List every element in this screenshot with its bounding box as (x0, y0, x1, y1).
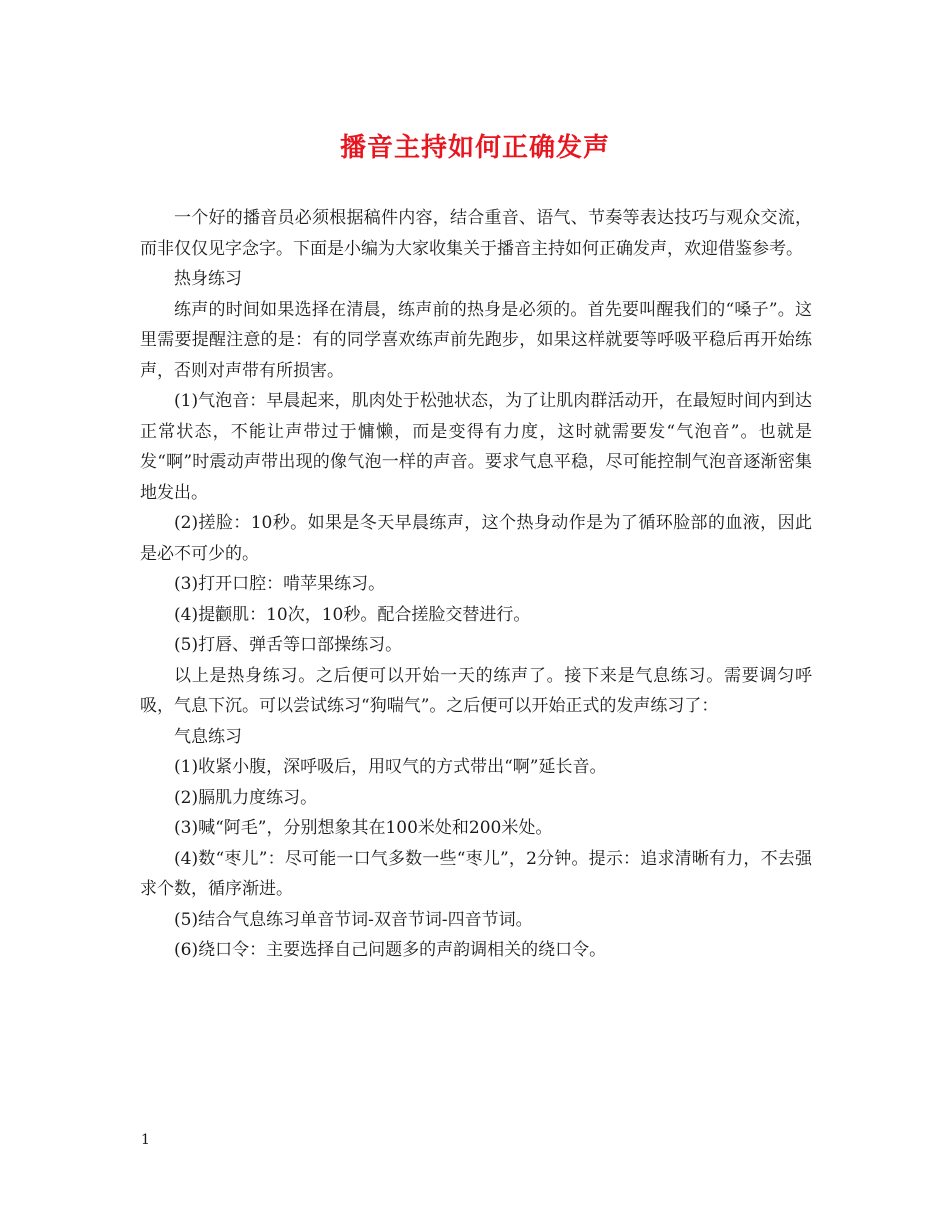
list-item: (3)喊“阿毛”，分别想象其在100米处和200米处。 (174, 818, 553, 838)
list-item: (1)收紧小腹，深呼吸后，用叹气的方式带出“啊”延长音。 (174, 757, 607, 777)
document-body (140, 203, 812, 966)
document-title: 播音主持如何正确发声 (339, 133, 610, 163)
list-item: (2)搓脸：10秒。如果是冬天早晨练声，这个热身动作是为了循环脸部的血液，因此是必不可少的。 (140, 513, 812, 564)
list-item: (5)打唇、弹舌等口部操练习。 (174, 635, 403, 655)
section-heading-breathing: 气息练习 (174, 726, 242, 747)
list-item: (3)打开口腔：啃苹果练习。 (174, 574, 386, 594)
list-item: (4)提颧肌：10次，10秒。配合搓脸交替进行。 (174, 604, 531, 625)
section-heading-warmup: 热身练习 (174, 269, 242, 289)
paragraph: 一个好的播音员必须根据稿件内容，结合重音、语气、节奏等表达技巧与观众交流，而非仅仅见字念字。下面是小编为大家收集关于播音主持如何正确发声，欢迎借鉴参考。 (140, 208, 812, 259)
list-item: (2)膈肌力度练习。 (174, 787, 318, 808)
page-number: 1 (141, 1132, 150, 1148)
paragraph: 以上是热身练习。之后便可以开始一天的练声了。接下来是气息练习。需要调匀呼吸，气息下沉。可以尝试练习“狗喘气”。之后便可以开始正式的发声练习了： (140, 665, 812, 716)
list-item: (1)气泡音：早晨起来，肌肉处于松弛状态，为了让肌肉群活动开，在最短时间内到达正常状态，不能让声带过于慵懒，而是变得有力度，这时就需要发“气泡音”。也就是发“啊”时震动声带出现的像气泡一样的声音。要求气息平稳，尽可能控制气泡音逐渐密集地发出。 (140, 391, 812, 503)
list-item: (6)绕口令：主要选择自己问题多的声韵调相关的绕口令。 (174, 940, 607, 960)
list-item: (5)结合气息练习单音节词-双音节词-四音节词。 (174, 909, 533, 930)
list-item: (4)数“枣儿”：尽可能一口气多数一些“枣儿”，2分钟。提示：追求清晰有力，不去强求个数，循序渐进。 (140, 848, 812, 899)
paragraph: 练声的时间如果选择在清晨，练声前的热身是必须的。首先要叫醒我们的“嗓子”。这里需要提醒注意的是：有的同学喜欢练声前先跑步，如果这样就要等呼吸平稳后再开始练声，否则对声带有所损害。 (140, 299, 812, 381)
